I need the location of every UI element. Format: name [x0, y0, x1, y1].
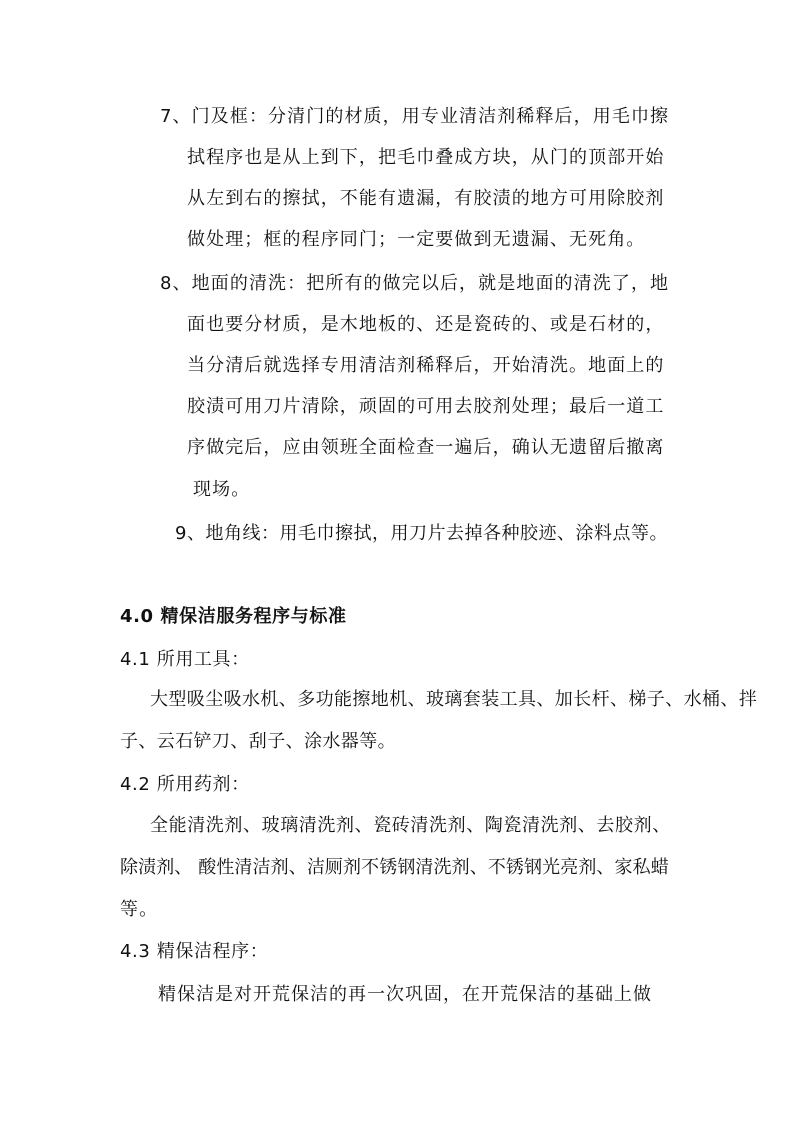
agents-line-1: 全能清洗剂、玻璃清洗剂、瓷砖清洗剂、陶瓷清洗剂、去胶剂、	[150, 815, 671, 836]
item7-line-4: 做处理；框的程序同门；一定要做到无遗漏、无死角。	[187, 229, 646, 250]
tools-heading: 4.1 所用工具：	[120, 649, 250, 670]
procedure-heading: 4.3 精保洁程序：	[120, 941, 269, 962]
item8-line-2: 面也要分材质，是木地板的、还是瓷砖的、或是石材的，	[187, 314, 665, 335]
item8-line-1: 8、地面的清洗：把所有的做完以后，就是地面的清洗了，地	[160, 273, 670, 294]
item7-line-3: 从左到右的擦拭，不能有遗漏，有胶渍的地方可用除胶剂	[187, 188, 665, 209]
section-heading: 4.0 精保洁服务程序与标准	[120, 606, 347, 627]
item8-line-6: 现场。	[193, 479, 251, 500]
tools-line-2: 子、云石铲刀、刮子、涂水器等。	[120, 731, 396, 752]
agents-heading: 4.2 所用药剂：	[120, 774, 250, 795]
agents-line-3: 等。	[120, 899, 159, 920]
item8-line-3: 当分清后就选择专用清洁剂稀释后，开始清洗。地面上的	[187, 355, 665, 376]
procedure-line-1: 精保洁是对开荒保洁的再一次巩固，在开荒保洁的基础上做	[158, 984, 652, 1005]
item7-line-1: 7、门及框：分清门的材质，用专业清洁剂稀释后，用毛巾擦	[160, 106, 670, 127]
item8-line-4: 胶渍可用刀片清除，顽固的可用去胶剂处理；最后一道工	[187, 396, 665, 417]
tools-line-1: 大型吸尘吸水机、多功能擦地机、玻璃套装工具、加长杆、梯子、水桶、拌	[150, 689, 758, 710]
item8-line-5: 序做完后，应由领班全面检查一遍后，确认无遗留后撤离	[187, 437, 665, 458]
agents-line-2: 除渍剂、 酸性清洁剂、洁厕剂不锈钢清洗剂、不锈钢光亮剂、家私蜡	[120, 857, 669, 878]
item9-line-1: 9、地角线：用毛巾擦拭，用刀片去掉各种胶迹、涂料点等。	[175, 523, 668, 544]
item7-line-2: 拭程序也是从上到下，把毛巾叠成方块，从门的顶部开始	[187, 147, 665, 168]
